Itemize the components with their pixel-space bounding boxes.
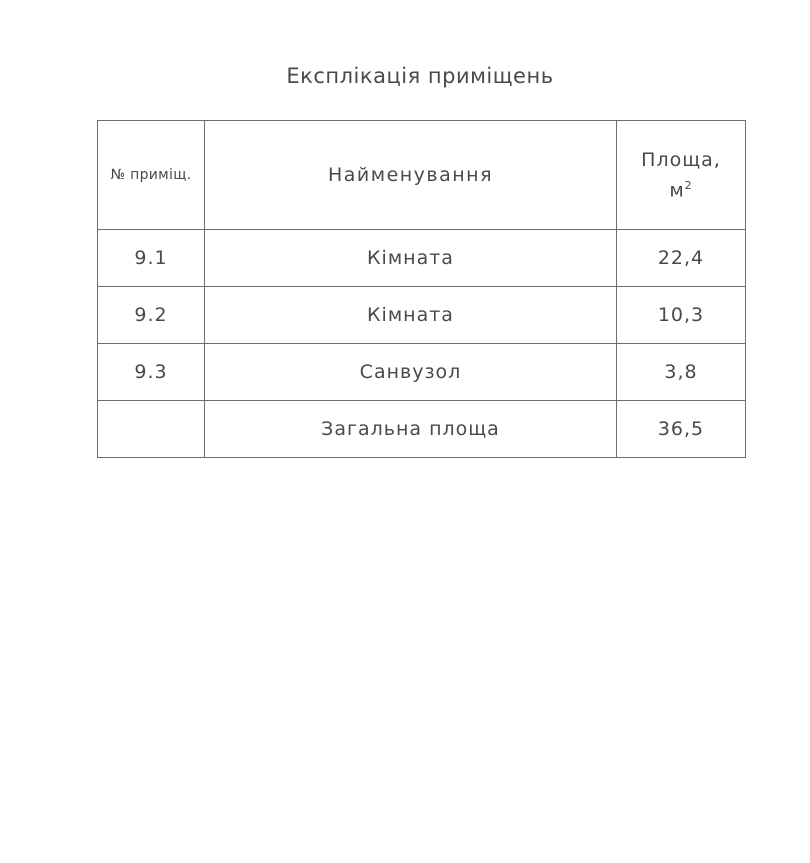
table-row xyxy=(98,230,746,287)
header-area-unit-power: 2 xyxy=(684,178,693,192)
room-area-cell: 3,8 xyxy=(617,344,746,401)
rooms-explication-table xyxy=(97,120,746,458)
header-room-name: Найменування xyxy=(205,121,617,230)
room-area-cell: 22,4 xyxy=(617,230,746,287)
total-label-cell: Загальна площа xyxy=(205,401,617,458)
room-number-cell: 9.3 xyxy=(98,344,205,401)
total-row xyxy=(98,401,746,458)
header-room-number: № приміщ. xyxy=(98,121,205,230)
document-title: Експлікація приміщень xyxy=(286,64,554,88)
room-number-cell: 9.2 xyxy=(98,287,205,344)
header-area-label: Площа, xyxy=(641,148,721,171)
header-area xyxy=(617,121,746,230)
table-header-row xyxy=(98,121,746,230)
table-row xyxy=(98,344,746,401)
room-name-cell: Санвузол xyxy=(205,344,617,401)
room-name-cell: Кімната xyxy=(205,287,617,344)
table-row xyxy=(98,287,746,344)
room-name-cell: Кімната xyxy=(205,230,617,287)
header-area-unit: м xyxy=(669,179,685,202)
room-number-cell: 9.1 xyxy=(98,230,205,287)
total-number-cell xyxy=(98,401,205,458)
room-area-cell: 10,3 xyxy=(617,287,746,344)
total-area-cell: 36,5 xyxy=(617,401,746,458)
